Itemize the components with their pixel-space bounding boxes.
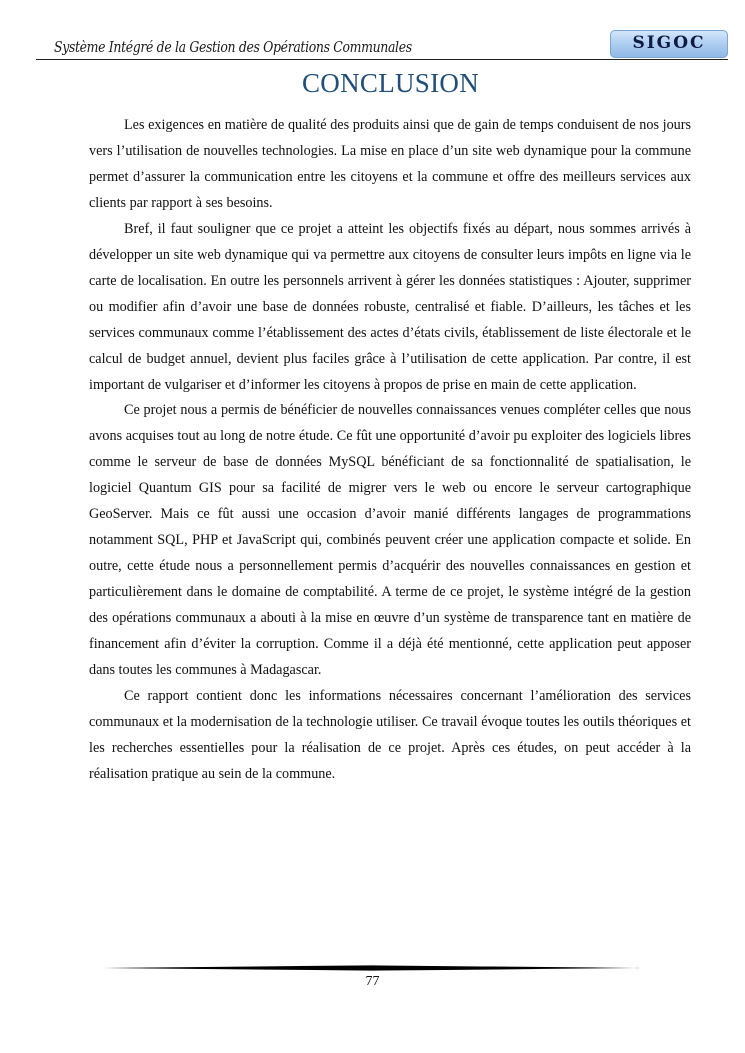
header-divider — [36, 59, 728, 60]
footer-divider — [103, 965, 641, 971]
paragraph-4: Ce rapport contient donc les informations nécessaires concernant l’amélioration des services communaux et la modernisation de la technologie utiliser. Ce travail évoque toutes les outils théoriques et les recherches essentielles pour la réalisation de ce projet. Après ces études, on peut accéder à la réalisation pratique au sein de la commune. — [89, 687, 691, 782]
paragraph-1: Les exigences en matière de qualité des produits ainsi que de gain de temps conduisent de nos jours vers l’utilisation de nouvelles technologies. La mise en place d’un site web dynamique pour la commune permet d’assurer la communication entre les citoyens et la commune et offre des meilleurs services aux clients par rapport à ses besoins. — [89, 117, 691, 211]
conclusion-body — [89, 113, 691, 788]
page-title: CONCLUSION — [301, 68, 479, 98]
page-number: 77 — [365, 974, 380, 989]
paragraph-3: Ce projet nous a permis de bénéficier de nouvelles connaissances venues compléter celles que nous avons acquises tout au long de notre étude. Ce fût une opportunité d’avoir pu exploiter des logiciels libres comme le serveur de base de données MySQL bénéficiant de sa fonctionnalité de spatialisation, le logiciel Quantum GIS pour sa facilité de migrer vers le web ou encore le serveur cartographique GeoServer. Mais ce fût aussi une occasion d’avoir manié différents langages de programmations notamment SQL, PHP et JavaScript qui, combinés peuvent créer une application compacte et solide. En outre, cette étude nous a personnellement permis d’acquérir des nouvelles connaissances en gestion et particulièrement dans le domaine de comptabilité. A terme de ce projet, le système intégré de la gestion des opérations communaux a abouti à la mise en œuvre d’un système de transparence tant en matière de financement afin d’éviter la corruption. Comme il a déjà été mentionné, cette application peut apposer dans toutes les communes à Madagascar. — [89, 402, 691, 679]
paragraph-2: Bref, il faut souligner que ce projet a atteint les objectifs fixés au départ, nous sommes arrivés à développer un site web dynamique qui va permettre aux citoyens de consulter leurs impôts en ligne via le carte de localisation. En outre les personnels arrivent à gérer les données statistiques : Ajouter, supprimer ou modifier afin d’avoir une base de données robuste, centralisé et fiable. D’ailleurs, les tâches et les services communaux comme l’établissement des actes d’états civils, établissement de liste électorale et le calcul de budget annuel, devient plus faciles grâce à l’utilisation de cette application. Par contre, il est important de vulgariser et d’informer les citoyens à propos de prise en main de cette application. — [89, 220, 691, 393]
logo-text: SIGOC — [632, 33, 706, 53]
sigoc-logo — [610, 30, 728, 58]
running-header-title: Système Intégré de la Gestion des Opérations Communales — [54, 40, 412, 56]
